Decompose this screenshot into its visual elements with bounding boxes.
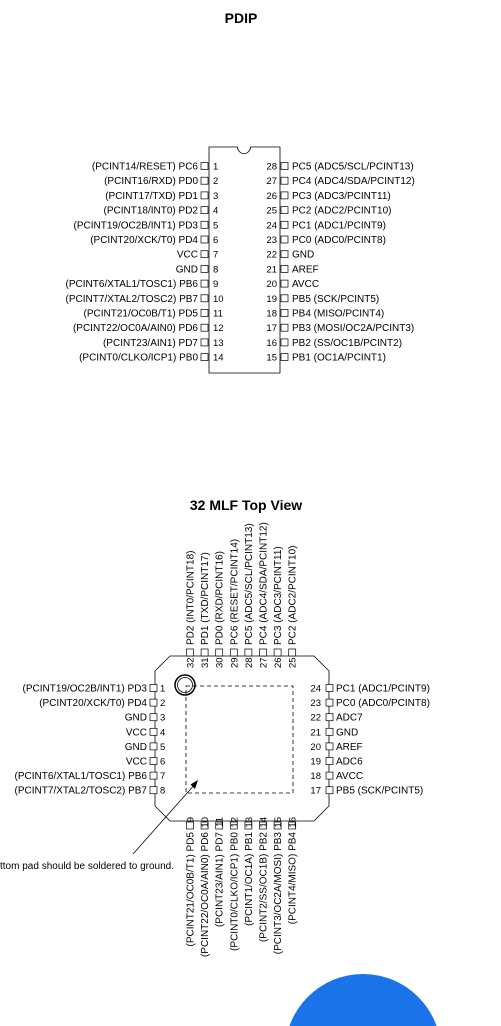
pdip-pin-25-box (281, 207, 288, 214)
pdip-pin-1-number: 1 (213, 161, 219, 173)
mlf-pin-21-number: 21 (310, 727, 321, 739)
pdip-pin-26-box (281, 192, 288, 199)
mlf-pin-18-box (326, 772, 333, 779)
pdip-pin-20-number: 20 (266, 279, 277, 291)
mlf-pin-27-box (260, 649, 267, 656)
mlf-pin-7-number: 7 (160, 771, 166, 783)
mlf-pin-7-label: (PCINT6/XTAL1/TOSC1) PB6 (14, 771, 147, 783)
pdip-pin-6-label: (PCINT20/XCK/T0) PD4 (90, 235, 198, 246)
mlf-pin-4-box (150, 728, 157, 735)
mlf-pin-31-label: PD1 (TXD/PCINT17) (200, 552, 212, 645)
mlf-pin-19-box (326, 758, 333, 765)
mlf-pin-29-box (230, 649, 237, 656)
mlf-pin-2-number: 2 (160, 698, 166, 710)
pdip-pin-16-number: 16 (266, 337, 277, 349)
mlf-pin-4-number: 4 (160, 727, 166, 739)
pdip-pin-15-box (281, 354, 288, 361)
pdip-pin-23-label: PC0 (ADC0/PCINT8) (292, 235, 386, 246)
pdip-pin-19-number: 19 (266, 293, 277, 305)
mlf-pin-28-number: 28 (243, 657, 255, 668)
mlf-pin-13-number: 13 (243, 817, 255, 828)
pdip-pin-10-number: 10 (213, 293, 224, 305)
mlf-pin-21-label: GND (336, 727, 359, 739)
pdip-pin-17-label: PB3 (MOSI/OC2A/PCINT3) (292, 323, 415, 335)
mlf-pin-5-label: GND (124, 741, 147, 753)
mlf-pin-10-label: (PCINT22/OC0A/AIN0) PD6 (200, 832, 212, 958)
mlf-pin-14-number: 14 (258, 817, 270, 828)
pdip-pin-16-box (281, 339, 288, 346)
pdip-pin-3-number: 3 (213, 190, 219, 202)
mlf-pin-25-number: 25 (287, 657, 299, 668)
mlf-pin-32-number: 32 (185, 657, 197, 668)
pdip-pin-1-label: (PCINT14/RESET) PC6 (91, 161, 198, 173)
pdip-pin-4-number: 4 (213, 205, 219, 217)
mlf-pin-20-number: 20 (310, 741, 321, 753)
pdip-pin-13-box (201, 339, 208, 346)
mlf-pin-8-label: (PCINT7/XTAL2/TOSC2) PB7 (14, 785, 147, 797)
pdip-pin-2-label: (PCINT16/RXD) PD0 (104, 176, 198, 188)
mlf-pin-3-label: GND (124, 712, 147, 724)
pdip-pin-24-label: PC1 (ADC1/PCINT9) (292, 220, 386, 232)
mlf-pin-8-number: 8 (160, 785, 166, 797)
mlf-pin-10-number: 10 (200, 817, 212, 828)
pdip-pin-18-label: PB4 (MISO/PCINT4) (292, 308, 385, 320)
pdip-pin-11-number: 11 (213, 308, 223, 320)
mlf-pin-27-label: PC4 (ADC4/SDA/PCINT12) (258, 522, 270, 645)
mlf-pin-6-label: VCC (125, 756, 147, 768)
mlf-pin-26-number: 26 (273, 657, 285, 668)
pdip-pin-27-label: PC4 (ADC4/SDA/PCINT12) (292, 176, 415, 188)
pdip-pin-9-label: (PCINT6/XTAL1/TOSC1) PB6 (65, 279, 198, 291)
mlf-pin-6-number: 6 (160, 756, 166, 768)
pdip-pin-7-label: VCC (176, 249, 198, 261)
mlf-pin-5-number: 5 (160, 741, 166, 753)
pdip-pin-2-number: 2 (213, 176, 219, 188)
mlf-pin-20-box (326, 743, 333, 750)
pdip-pin-9-number: 9 (213, 279, 219, 291)
mlf-pin-24-box (326, 685, 333, 692)
pdip-pin-26-number: 26 (266, 190, 277, 202)
pdip-pin-23-box (281, 236, 288, 243)
pdip-pin-19-label: PB5 (SCK/PCINT5) (292, 293, 380, 305)
pdip-pin-27-box (281, 177, 288, 184)
pdip-pin-20-box (281, 280, 288, 287)
pdip-pin-21-label: AREF (292, 264, 319, 276)
pdip-pin-15-label: PB1 (OC1A/PCINT1) (292, 352, 386, 364)
pdip-pin-12-label: (PCINT22/OC0A/AIN0) PD6 (72, 323, 198, 335)
mlf-pin-11-label: (PCINT23/AIN1) PD7 (214, 832, 226, 928)
mlf-pin-18-number: 18 (310, 771, 321, 783)
mlf-body (155, 656, 329, 821)
mlf-pin-8-box (150, 787, 157, 794)
mlf-pin-14-label: (PCINT2/SS/OC1B) PB2 (258, 832, 270, 943)
mlf-pin-2-label: (PCINT20/XCK/T0) PD4 (39, 698, 147, 710)
mlf-pin-23-number: 23 (310, 698, 321, 710)
mlf-pin-16-label: (PCINT4/MISO) PB4 (287, 832, 299, 925)
pdip-pin-14-number: 14 (213, 352, 224, 364)
pdip-pin-13-number: 13 (213, 337, 224, 349)
pdip-pin-5-number: 5 (213, 220, 219, 232)
mlf-pin-23-label: PC0 (ADC0/PCINT8) (336, 698, 430, 710)
pdip-pin-7-box (201, 251, 208, 258)
pdip-pin-22-box (281, 251, 288, 258)
pdip-pin-4-label: (PCINT18/INT0) PD2 (103, 205, 198, 217)
mlf-pin-4-label: VCC (125, 727, 147, 739)
mlf-pin-22-label: ADC7 (336, 712, 363, 724)
pdip-pin-12-number: 12 (213, 323, 224, 335)
mlf-pin-1-number: 1 (160, 683, 166, 695)
pdip-pin-5-label: (PCINT19/OC2B/INT1) PD3 (73, 220, 198, 232)
mlf-pin-23-box (326, 699, 333, 706)
mlf-pin-29-number: 29 (229, 657, 241, 668)
pdip-pin-10-label: (PCINT7/XTAL2/TOSC2) PB7 (65, 293, 198, 305)
mlf-pin-13-label: (PCINT1/OC1A) PB1 (243, 832, 255, 926)
pdip-pin-15-number: 15 (266, 352, 277, 364)
floating-action-button[interactable] (285, 974, 441, 1026)
pdip-pin-28-label: PC5 (ADC5/SCL/PCINT13) (292, 161, 414, 173)
mlf-pin-3-box (150, 714, 157, 721)
pdip-pin-20-label: AVCC (292, 279, 320, 291)
mlf-pin-31-number: 31 (200, 657, 212, 668)
pdip-pin-22-number: 22 (266, 249, 277, 261)
pdip-title: PDIP (224, 10, 258, 26)
pdip-pin-2-box (201, 177, 208, 184)
mlf-pin-2-box (150, 699, 157, 706)
mlf-pin-25-box (289, 649, 296, 656)
mlf-pin-24-number: 24 (310, 683, 321, 695)
pdip-pin-7-number: 7 (213, 249, 219, 261)
mlf-pin-9-label: (PCINT21/OC0B/T1) PD5 (185, 832, 197, 947)
mlf-pin-9-number: 9 (185, 817, 197, 823)
pdip-pin-18-number: 18 (266, 308, 277, 320)
pdip-pin-27-number: 27 (266, 176, 277, 188)
pdip-pin-11-label: (PCINT21/OC0B/T1) PD5 (83, 308, 198, 320)
mlf-pin-15-number: 15 (273, 817, 285, 828)
mlf-pin-12-label: (PCINT0/CLKO/ICP1) PB0 (229, 832, 241, 951)
pdip-pin-9-box (201, 280, 208, 287)
pdip-pin-11-box (201, 310, 208, 317)
mlf-pin-17-number: 17 (310, 785, 321, 797)
mlf-pin-19-label: ADC6 (336, 756, 363, 768)
mlf-pin-18-label: AVCC (336, 771, 364, 783)
pdip-pin-26-label: PC3 (ADC3/PCINT11) (292, 190, 391, 202)
mlf-pin-15-label: (PCINT3/OC2A/MOSI) PB3 (273, 832, 285, 955)
mlf-pin-25-label: PC2 (ADC2/PCINT10) (287, 545, 299, 645)
pdip-pin-3-box (201, 192, 208, 199)
pdip-pin-8-box (201, 265, 208, 272)
pdip-pin-12-box (201, 324, 208, 331)
mlf-pin-7-box (150, 772, 157, 779)
pdip-pin-21-number: 21 (266, 264, 277, 276)
pdip-pin-28-box (281, 163, 288, 170)
mlf-pin-22-box (326, 714, 333, 721)
pdip-pin-14-label: (PCINT0/CLKO/ICP1) PB0 (79, 352, 198, 364)
pdip-pin-22-label: GND (292, 249, 315, 261)
pdip-pin-5-box (201, 221, 208, 228)
mlf-pin-16-number: 16 (287, 817, 299, 828)
pdip-pin-17-number: 17 (266, 323, 277, 335)
mlf-pin-17-label: PB5 (SCK/PCINT5) (336, 785, 424, 797)
mlf-pin-32-label: PD2 (INT0/PCINT18) (185, 550, 197, 645)
pdip-pin-8-number: 8 (213, 264, 219, 276)
mlf-pin-30-box (216, 649, 223, 656)
mlf-pin-1-box (150, 685, 157, 692)
mlf-pin-30-label: PD0 (RXD/PCINT16) (214, 551, 226, 645)
pdip-pin-6-number: 6 (213, 235, 219, 246)
mlf-title: 32 MLF Top View (189, 497, 303, 513)
pdip-pin-6-box (201, 236, 208, 243)
pdip-pin-4-box (201, 207, 208, 214)
pdip-pin-1-box (201, 163, 208, 170)
mlf-pin-22-number: 22 (310, 712, 321, 724)
mlf-pin-3-number: 3 (160, 712, 166, 724)
pdip-pin-28-number: 28 (266, 161, 277, 173)
pdip-pin-21-box (281, 265, 288, 272)
pdip-pin-10-box (201, 295, 208, 302)
exposed-pad-note: ttom pad should be soldered to ground. (0, 861, 175, 872)
mlf-pin-28-label: PC5 (ADC5/SCL/PCINT13) (243, 523, 255, 645)
mlf-pin-6-box (150, 758, 157, 765)
mlf-pin-20-label: AREF (336, 741, 363, 753)
mlf-pin-24-label: PC1 (ADC1/PCINT9) (336, 683, 430, 695)
pdip-pin-3-label: (PCINT17/TXD) PD1 (105, 190, 198, 202)
mlf-pin-5-box (150, 743, 157, 750)
pdip-pin-13-label: (PCINT23/AIN1) PD7 (102, 337, 198, 349)
pdip-pin-17-box (281, 324, 288, 331)
mlf-pin-19-number: 19 (310, 756, 321, 768)
mlf-pin-11-number: 11 (214, 817, 226, 827)
mlf-pin-28-box (245, 649, 252, 656)
mlf-pin-26-label: PC3 (ADC3/PCINT11) (273, 546, 285, 645)
pdip-pin-24-box (281, 221, 288, 228)
mlf-pin-30-number: 30 (214, 657, 226, 668)
pdip-pin-8-label: GND (175, 264, 198, 276)
mlf-pin-12-number: 12 (229, 817, 241, 828)
pdip-pin-24-number: 24 (266, 220, 277, 232)
mlf-pin-17-box (326, 787, 333, 794)
mlf-pin-32-box (187, 649, 194, 656)
mlf-pin-1-label: (PCINT19/OC2B/INT1) PD3 (22, 683, 147, 695)
mlf-pin-26-box (274, 649, 281, 656)
mlf-pin-27-number: 27 (258, 657, 270, 668)
pdip-pin-14-box (201, 354, 208, 361)
mlf-pin-31-box (201, 649, 208, 656)
pdip-pin-25-number: 25 (266, 205, 277, 217)
pdip-pin-19-box (281, 295, 288, 302)
pdip-pin-25-label: PC2 (ADC2/PCINT10) (292, 205, 392, 217)
mlf-pin-29-label: PC6 (RESET/PCINT14) (229, 538, 241, 645)
pdip-pin-16-label: PB2 (SS/OC1B/PCINT2) (292, 337, 403, 349)
mlf-pin-21-box (326, 728, 333, 735)
pdip-pin-23-number: 23 (266, 235, 277, 246)
pdip-pin-18-box (281, 310, 288, 317)
